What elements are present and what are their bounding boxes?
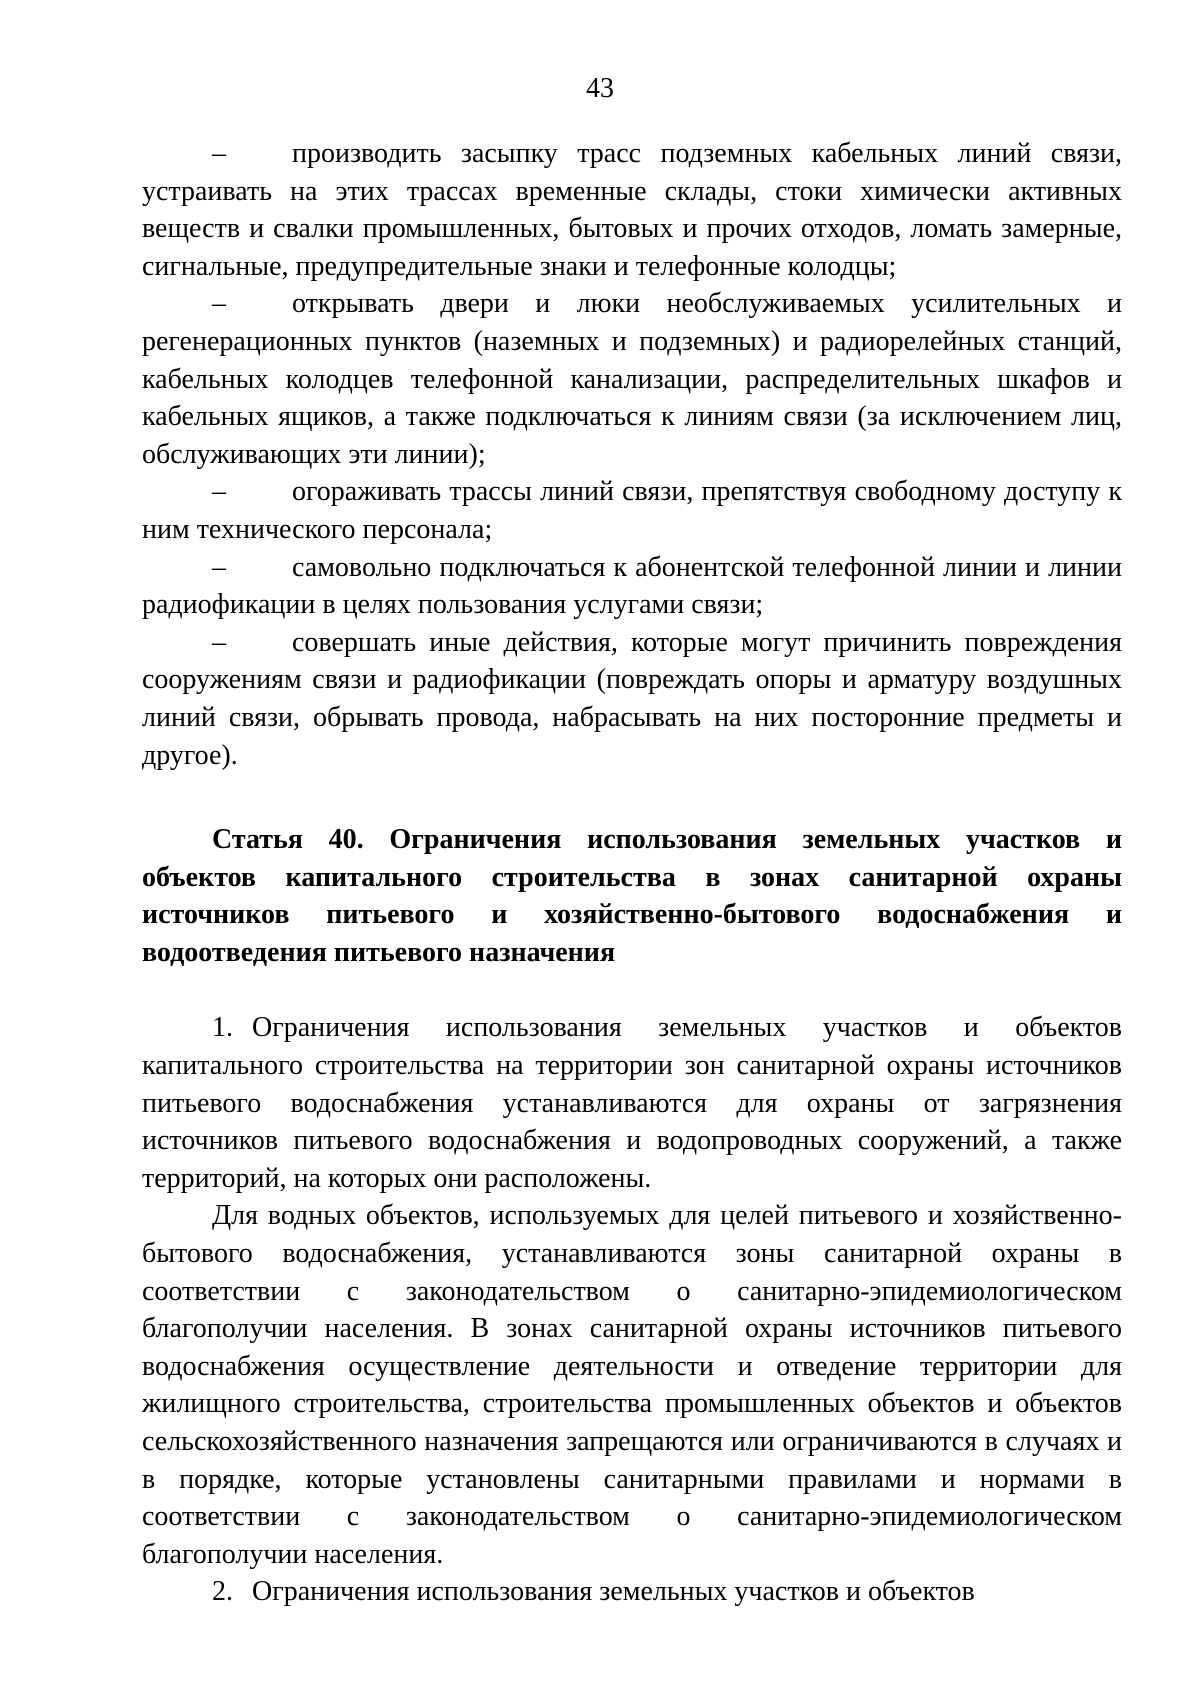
list-item-text: совершать иные действия, которые могут причинить повреждения сооружениям связи и радиофикации (повреждать опоры и арматуру воздушных линий связи, обрывать провода, набрасывать на них посторонние предметы и другое). — [142, 626, 1122, 771]
paragraph-number: 2. — [212, 1576, 233, 1608]
paragraph — [142, 1197, 1122, 1573]
paragraph-text: Ограничения использования земельных участков и объектов — [252, 1576, 975, 1608]
dash-marker: – — [212, 288, 226, 320]
list-item-text: самовольно подключаться к абонентской телефонной линии и линии радиофикации в целях пользования услугами связи; — [142, 551, 1122, 621]
list-item — [142, 285, 1122, 473]
page-number: 43 — [586, 73, 614, 104]
list-item — [142, 549, 1122, 624]
list-item — [142, 624, 1122, 774]
numbered-paragraph — [142, 1573, 1122, 1611]
list-item-text: огораживать трассы линий связи, препятствуя свободному доступу к ним технического персонала; — [142, 476, 1122, 545]
list-item-text: открывать двери и люки необслуживаемых усилительных и регенерационных пунктов (наземных и подземных) и радиорелейных станций, кабельных колодцев телефонной канализации, распределительных шкафов и кабельных ящиков, а также подключаться к линиям связи (за исключением лиц, обслуживающих эти линии); — [142, 288, 1122, 470]
list-item-text: производить засыпку трасс подземных кабельных линий связи, устраивать на этих трассах временные склады, стоки химически активных веществ и свалки промышленных, бытовых и прочих отходов, ломать замерные, сигнальные, предупредительные знаки и телефонные колодцы; — [142, 138, 1122, 282]
document-body — [142, 135, 1122, 1611]
dash-marker: – — [212, 138, 226, 169]
paragraph-number: 1. — [212, 1012, 233, 1044]
dash-marker: – — [212, 476, 226, 508]
numbered-paragraph — [142, 1009, 1122, 1197]
paragraph-text: Ограничения использования земельных участков и объектов капитального строительства на территории зон санитарной охраны источников питьевого водоснабжения устанавливаются для охраны от загрязнения источников питьевого водоснабжения и водопроводных сооружений, а также территорий, на которых они расположены. — [142, 1012, 1122, 1194]
paragraph-text: Для водных объектов, используемых для целей питьевого и хозяйственно-бытового водоснабжения, устанавливаются зоны санитарной охраны в соответствии с законодательством о санитарно-эпидемиологическом благополучии населения. В зонах санитарной охраны источников питьевого водоснабжения осуществление деятельности и отведение территории для жилищного строительства, строительства промышленных объектов и объектов сельскохозяйственного назначения запрещаются или ограничиваются в случаях и в порядке, которые установлены санитарными правилами и нормами в соответствии с законодательством о санитарно-эпидемиологическом благополучии населения. — [142, 1200, 1122, 1570]
list-item — [142, 135, 1122, 285]
article-heading: Статья 40. Ограничения использования земельных участков и объектов капитального строительства в зонах санитарной охраны источников питьевого и хозяйственно-бытового водоснабжения и водоотведения питьевого назначения — [142, 824, 1122, 968]
dash-marker: – — [212, 551, 226, 583]
list-item — [142, 473, 1122, 548]
dash-marker: – — [212, 626, 226, 658]
